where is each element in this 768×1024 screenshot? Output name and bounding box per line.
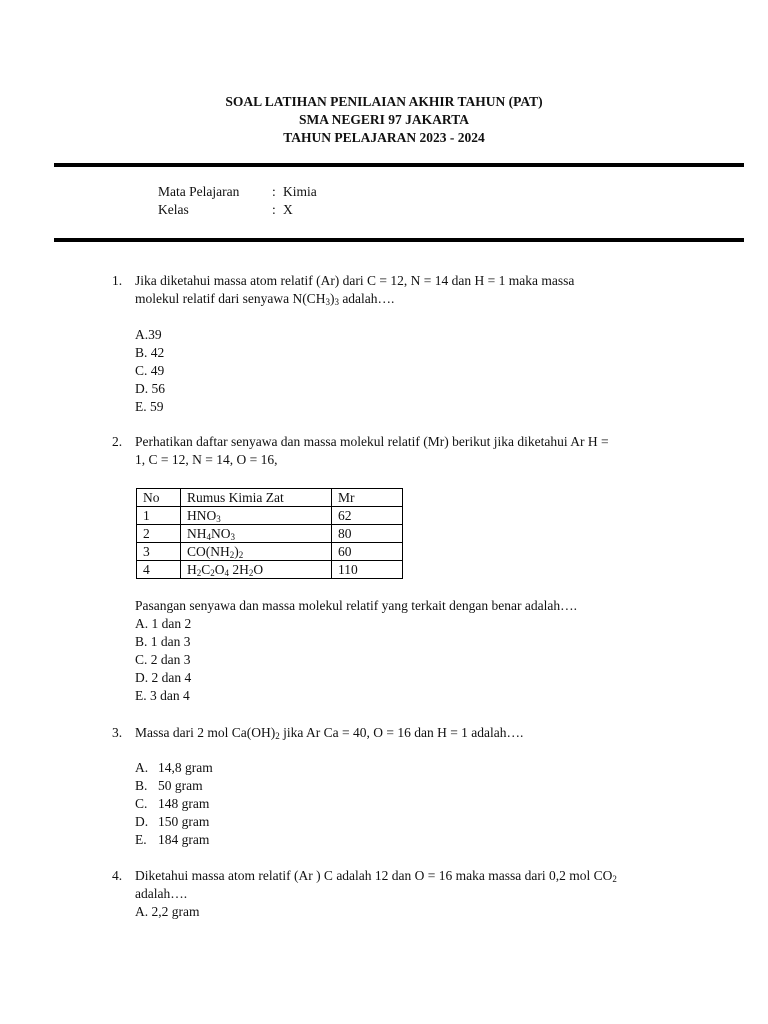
subscript: 2: [238, 550, 244, 560]
subscript: 2: [229, 550, 235, 560]
molar-mass: 110: [332, 561, 403, 579]
answer-options: [135, 615, 672, 705]
question-3: [112, 724, 672, 849]
compound-table: [136, 488, 403, 579]
table-row: [137, 561, 403, 579]
answer-option[interactable]: C. 2 dan 3: [135, 652, 191, 667]
question-number: 3.: [112, 725, 123, 740]
subscript: 2: [248, 568, 254, 578]
text-fragment: O: [253, 562, 264, 577]
text-fragment: ): [329, 291, 335, 306]
subscript: 3: [325, 297, 330, 307]
option-text: 148 gram: [158, 796, 210, 811]
subscript: 3: [334, 297, 339, 307]
option-text: 150 gram: [158, 814, 210, 829]
subscript: 2: [196, 568, 202, 578]
class-row: [158, 201, 317, 219]
class-separator: :: [272, 202, 276, 217]
chemical-formula: [181, 507, 332, 525]
answer-option[interactable]: D. 56: [135, 381, 165, 396]
column-header: No: [137, 489, 181, 507]
question-number: 2.: [112, 434, 123, 449]
text-fragment: O: [214, 562, 225, 577]
subscript: 4: [224, 568, 230, 578]
answer-option[interactable]: E. 3 dan 4: [135, 688, 190, 703]
question-text: [135, 433, 672, 469]
text-fragment: H: [187, 562, 197, 577]
text-fragment: C: [201, 562, 211, 577]
question-line: adalah….: [135, 886, 188, 901]
molar-mass: 60: [332, 543, 403, 561]
header-title: SOAL LATIHAN PENILAIAN AKHIR TAHUN (PAT): [225, 94, 543, 109]
text-fragment: HNO: [187, 508, 217, 523]
question-line: 1, C = 12, N = 14, O = 16,: [135, 452, 278, 467]
question-number: 4.: [112, 868, 123, 883]
question-text: [135, 272, 672, 308]
row-number: 2: [137, 525, 181, 543]
table-row: [137, 507, 403, 525]
answer-option[interactable]: B. 42: [135, 345, 165, 360]
text-fragment: Diketahui massa atom relatif (Ar ) C adalah 12 dan O = 16 maka massa dari 0,2 mol CO: [135, 868, 613, 883]
molar-mass: 62: [332, 507, 403, 525]
chemical-formula: [181, 543, 332, 561]
question-line: [135, 290, 672, 308]
question-line: Perhatikan daftar senyawa dan massa molekul relatif (Mr) berikut jika diketahui Ar H =: [135, 434, 609, 449]
answer-option[interactable]: A. 1 dan 2: [135, 616, 192, 631]
text-fragment: molekul relatif dari senyawa N(CH: [135, 291, 326, 306]
question-number: 1.: [112, 273, 123, 288]
header-year: TAHUN PELAJARAN 2023 - 2024: [283, 130, 485, 145]
answer-option[interactable]: B. 1 dan 3: [135, 634, 191, 649]
answer-option[interactable]: C. 49: [135, 363, 165, 378]
option-text: 50 gram: [158, 778, 203, 793]
class-label: Kelas: [158, 202, 189, 217]
answer-option[interactable]: [135, 813, 672, 831]
option-letter: C.: [135, 796, 148, 811]
question-text: [135, 867, 672, 903]
question-prompt: Pasangan senyawa dan massa molekul relatif yang terkait dengan benar adalah….: [135, 598, 577, 613]
question-line: [135, 867, 672, 885]
text-fragment: Massa dari 2 mol Ca(OH): [135, 725, 276, 740]
table-header-row: [137, 489, 403, 507]
column-header: Mr: [332, 489, 403, 507]
chemical-formula: [181, 525, 332, 543]
answer-option[interactable]: A.39: [135, 327, 162, 342]
option-text: 184 gram: [158, 832, 210, 847]
row-number: 3: [137, 543, 181, 561]
answer-options: [135, 326, 672, 416]
molar-mass: 80: [332, 525, 403, 543]
text-fragment: NH: [187, 526, 207, 541]
answer-option[interactable]: [135, 831, 672, 849]
subscript: 3: [216, 514, 221, 524]
subject-label: Mata Pelajaran: [158, 184, 240, 199]
subscript: 2: [612, 874, 617, 884]
answer-option[interactable]: [135, 759, 672, 777]
top-divider: [54, 163, 744, 167]
option-letter: A.: [135, 760, 149, 775]
subject-row: [158, 183, 317, 201]
text-fragment: NO: [211, 526, 231, 541]
class-value: X: [283, 202, 293, 217]
text-fragment: 2H: [229, 562, 249, 577]
document-header: [0, 93, 768, 147]
column-header: Rumus Kimia Zat: [181, 489, 332, 507]
text-fragment: jika Ar Ca = 40, O = 16 dan H = 1 adalah….: [279, 725, 524, 740]
answer-option[interactable]: [135, 795, 672, 813]
answer-options: [135, 903, 672, 921]
table-row: [137, 525, 403, 543]
subscript: 2: [275, 731, 280, 741]
text-fragment: CO(NH: [187, 544, 230, 559]
exam-info: [158, 183, 317, 219]
text-fragment: ): [234, 544, 239, 559]
subscript: 4: [206, 532, 211, 542]
answer-option[interactable]: D. 2 dan 4: [135, 670, 192, 685]
option-letter: E.: [135, 832, 147, 847]
row-number: 1: [137, 507, 181, 525]
table-row: [137, 543, 403, 561]
question-4: [112, 867, 672, 921]
answer-option[interactable]: [135, 777, 672, 795]
subscript: 3: [230, 532, 235, 542]
option-letter: B.: [135, 778, 148, 793]
bottom-divider: [54, 238, 744, 242]
question-text: [135, 724, 672, 742]
option-letter: D.: [135, 814, 149, 829]
question-line: Jika diketahui massa atom relatif (Ar) dari C = 12, N = 14 dan H = 1 maka massa: [135, 273, 575, 288]
question-2: [112, 433, 672, 705]
answer-option[interactable]: E. 59: [135, 399, 164, 414]
subscript: 2: [210, 568, 215, 578]
header-school: SMA NEGERI 97 JAKARTA: [299, 112, 469, 127]
option-text: 14,8 gram: [158, 760, 213, 775]
text-fragment: adalah….: [338, 291, 395, 306]
question-1: [112, 272, 672, 416]
row-number: 4: [137, 561, 181, 579]
subject-separator: :: [272, 184, 276, 199]
subject-value: Kimia: [283, 184, 317, 199]
answer-options: [135, 759, 672, 849]
chemical-formula: [181, 561, 332, 579]
answer-option[interactable]: A. 2,2 gram: [135, 904, 200, 919]
